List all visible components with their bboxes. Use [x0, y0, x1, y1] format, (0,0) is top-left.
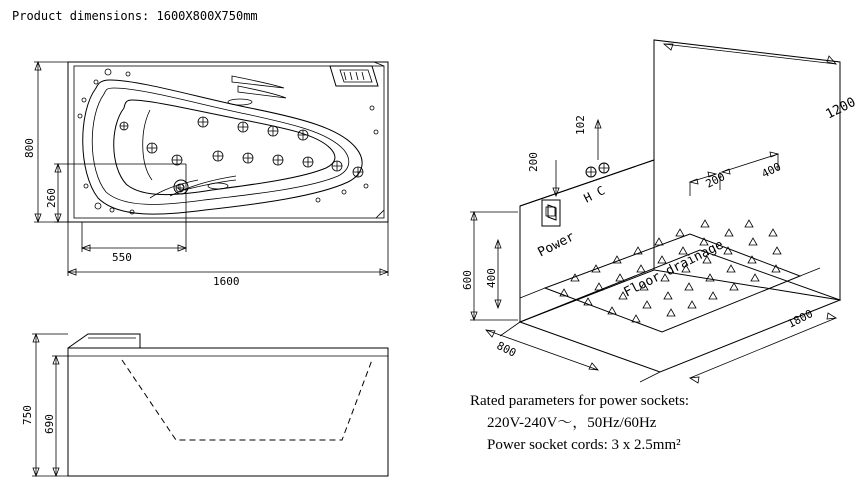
label-hc: H C — [581, 183, 608, 206]
product-dimensions-title: Product dimensions: 1600X800X750mm — [12, 9, 258, 23]
dim-top-260: 260 — [45, 188, 58, 208]
dim-iso-1200: 1200 — [823, 94, 859, 123]
dim-iso-1800: 1800 — [785, 307, 816, 331]
dim-front-690: 690 — [43, 414, 56, 434]
label-floor-drainage: Floor drainage — [621, 237, 726, 301]
dim-iso-102: 102 — [574, 115, 587, 135]
note-voltage: 220V-240V～，50Hz/60Hz — [487, 415, 657, 431]
dim-iso-200: 200 — [527, 152, 540, 172]
dim-iso-400: 400 — [485, 268, 498, 288]
dim-top-1600: 1600 — [213, 275, 240, 288]
note-socket-cords: Power socket cords: 3 x 2.5mm² — [487, 437, 681, 453]
dim-iso-200-right: 200 — [703, 170, 728, 191]
dim-top-550: 550 — [112, 251, 132, 264]
label-power: Power — [535, 229, 578, 261]
dim-top-800: 800 — [23, 138, 36, 158]
note-rated-parameters: Rated parameters for power sockets: — [470, 393, 690, 409]
dim-iso-400-right: 400 — [759, 160, 784, 181]
dim-front-750: 750 — [21, 405, 34, 425]
dim-iso-600: 600 — [461, 270, 474, 290]
dim-iso-800: 800 — [494, 339, 519, 360]
